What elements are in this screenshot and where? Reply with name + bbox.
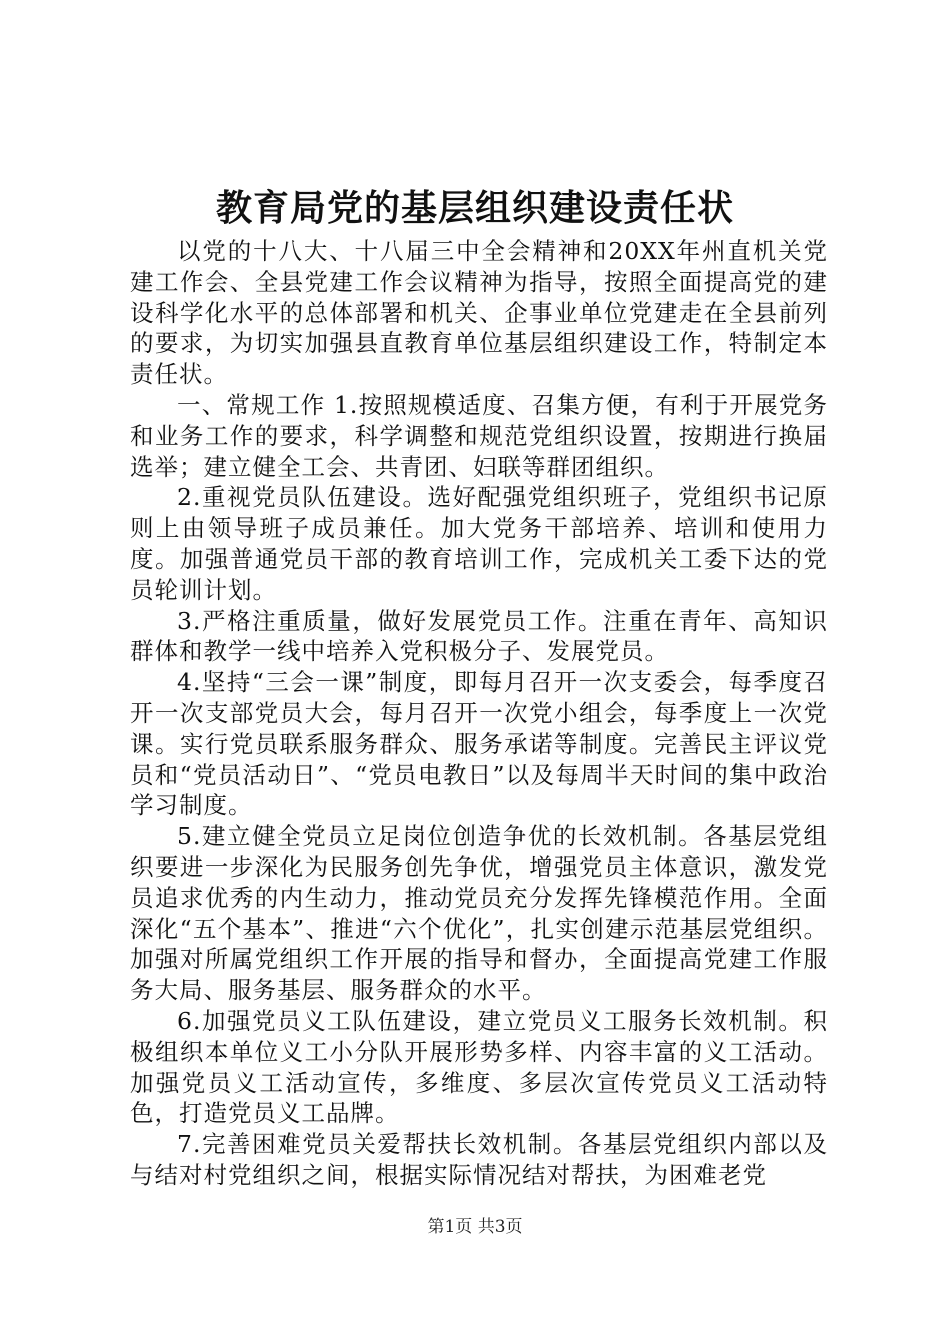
paragraph-item-7: 7.完善困难党员关爱帮扶长效机制。各基层党组织内部以及与结对村党组织之间，根据实际情况结对帮扶，为困难老党 bbox=[130, 1130, 828, 1189]
document-body bbox=[130, 236, 828, 1191]
paragraph-item-5: 5.建立健全党员立足岗位创造争优的长效机制。各基层党组织要进一步深化为民服务创先争优，增强党员主体意识，激发党员追求优秀的内生动力，推动党员充分发挥先锋模范作用。全面深化“五个基本”、推进“六个优化”，扎实创建示范基层党组织。加强对所属党组织工作开展的指导和督办，全面提高党建工作服务大局、服务基层、服务群众的水平。 bbox=[130, 822, 828, 1005]
paragraph-intro: 以党的十八大、十八届三中全会精神和20XX年州直机关党建工作会、全县党建工作会议精神为指导，按照全面提高党的建设科学化水平的总体部署和机关、企事业单位党建走在全县前列的要求，为切实加强县直教育单位基层组织建设工作，特制定本责任状。 bbox=[130, 237, 828, 389]
paragraph-item-2: 2.重视党员队伍建设。选好配强党组织班子，党组织书记原则上由领导班子成员兼任。加大党务干部培养、培训和使用力度。加强普通党员干部的教育培训工作，完成机关工委下达的党员轮训计划。 bbox=[130, 483, 828, 604]
paragraph-item-1: 一、常规工作 1.按照规模适度、召集方便，有利于开展党务和业务工作的要求，科学调整和规范党组织设置，按期进行换届选举；建立健全工会、共青团、妇联等群团组织。 bbox=[130, 390, 828, 481]
document-title: 教育局党的基层组织建设责任状 bbox=[215, 187, 734, 229]
paragraph-item-4: 4.坚持“三会一课”制度，即每月召开一次支委会，每季度召开一次支部党员大会，每月召开一次党小组会，每季度上一次党课。实行党员联系服务群众、服务承诺等制度。完善民主评议党员和“党员活动日”、“党员电教日”以及每周半天时间的集中政治学习制度。 bbox=[130, 668, 828, 820]
paragraph-item-3: 3.严格注重质量，做好发展党员工作。注重在青年、高知识群体和教学一线中培养入党积极分子、发展党员。 bbox=[130, 606, 828, 666]
page-number-footer: 第1页 共3页 bbox=[427, 1217, 523, 1237]
paragraph-item-6: 6.加强党员义工队伍建设，建立党员义工服务长效机制。积极组织本单位义工小分队开展形势多样、内容丰富的义工活动。加强党员义工活动宣传，多维度、多层次宣传党员义工活动特色，打造党员义工品牌。 bbox=[130, 1006, 828, 1128]
